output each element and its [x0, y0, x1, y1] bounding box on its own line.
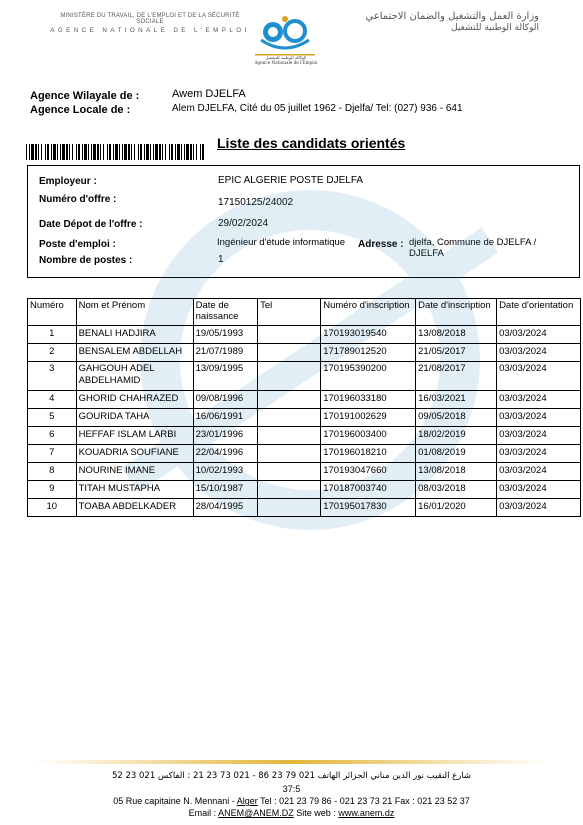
cell-tel — [258, 445, 321, 463]
cell-orientation-date: 03/03/2024 — [497, 445, 581, 463]
col-header-registration-date: Date d'inscription — [416, 299, 497, 326]
cell-name: GAHGOUH ADEL ABDELHAMID — [76, 362, 193, 391]
barcode-bar — [193, 144, 194, 160]
footer-email-link[interactable]: ANEM@ANEM.DZ — [218, 808, 294, 818]
cell-number: 8 — [28, 463, 77, 481]
col-header-birth-date: Date de naissance — [193, 299, 258, 326]
barcode-bar — [134, 144, 135, 160]
cell-birth-date: 10/02/1993 — [193, 463, 258, 481]
table-row — [28, 481, 581, 499]
logo-caption — [246, 55, 326, 65]
cell-registration-number: 171789012520 — [321, 344, 416, 362]
cell-number: 1 — [28, 326, 77, 344]
cell-registration-date: 08/03/2018 — [416, 481, 497, 499]
offer-number-label: Numéro d'offre : — [39, 194, 117, 205]
col-header-orientation-date: Date d'orientation — [497, 299, 581, 326]
barcode-bar — [162, 144, 163, 160]
cell-registration-number: 170193019540 — [321, 326, 416, 344]
cell-name: TITAH MUSTAPHA — [76, 481, 193, 499]
barcode-bar — [100, 144, 101, 160]
barcode-bar — [107, 144, 108, 160]
cell-name: HEFFAF ISLAM LARBI — [76, 427, 193, 445]
cell-number: 10 — [28, 499, 77, 517]
barcode-bar — [66, 144, 68, 160]
barcode-bar — [169, 144, 170, 160]
cell-number: 7 — [28, 445, 77, 463]
cell-birth-date: 19/05/1993 — [193, 326, 258, 344]
barcode-bar — [155, 144, 158, 160]
barcode-bar — [41, 144, 42, 160]
barcode-bar — [181, 144, 182, 160]
barcode-bar — [190, 144, 192, 160]
positions-count-label: Nombre de postes : — [39, 255, 133, 266]
agency-name-fr: AGENCE NATIONALE DE L'EMPLOI — [50, 27, 250, 34]
position-value: Ingénieur d'étude informatique — [217, 237, 346, 248]
barcode-bar — [184, 144, 185, 160]
cell-registration-date: 09/05/2018 — [416, 409, 497, 427]
ministry-name-fr: MINISTÈRE DU TRAVAIL, DE L'EMPLOI ET DE LA SÉCURITÉ SOCIALE — [60, 13, 240, 25]
cell-birth-date: 15/10/1987 — [193, 481, 258, 499]
agency-locale-label: Agence Locale de : — [30, 104, 131, 116]
table-row — [28, 463, 581, 481]
barcode-bar — [186, 144, 189, 160]
ministry-name-ar: وزارة العمل والتشغيل والضمان الاجتماعي — [365, 11, 539, 22]
page-title: Liste des candidats orientés — [217, 135, 406, 151]
barcode-bar — [124, 144, 127, 160]
table-row — [28, 499, 581, 517]
barcode-bar — [175, 144, 176, 160]
footer-email-label: Email : — [188, 808, 219, 818]
table-row — [28, 344, 581, 362]
footer-contacts: Tel : 021 23 79 86 - 021 23 73 21 Fax : 021 23 52 37 — [257, 796, 470, 806]
footer-address — [0, 796, 583, 806]
cell-number: 6 — [28, 427, 77, 445]
cell-orientation-date: 03/03/2024 — [497, 391, 581, 409]
position-label: Poste d'emploi : — [39, 239, 116, 250]
footer-city: Alger — [236, 796, 258, 806]
cell-tel — [258, 463, 321, 481]
barcode-bar — [200, 144, 201, 160]
cell-orientation-date: 03/03/2024 — [497, 463, 581, 481]
cell-tel — [258, 391, 321, 409]
cell-name: TOABA ABDELKADER — [76, 499, 193, 517]
deposit-date-label: Date Dépot de l'offre : — [39, 219, 143, 230]
barcode-bar — [53, 144, 56, 160]
barcode-bar — [51, 144, 52, 160]
barcode-bar — [122, 144, 123, 160]
barcode-bar — [171, 144, 173, 160]
col-header-name: Nom et Prénom — [76, 299, 193, 326]
barcode-bar — [177, 144, 180, 160]
barcode-bar — [159, 144, 161, 160]
cell-registration-number: 170195017830 — [321, 499, 416, 517]
barcode-bar — [131, 144, 132, 160]
col-header-tel: Tel — [258, 299, 321, 326]
cell-name: NOURINE IMANE — [76, 463, 193, 481]
barcode-bar — [88, 144, 89, 160]
agency-wilayale-value: Awem DJELFA — [172, 88, 246, 100]
offer-details-box — [27, 165, 580, 278]
cell-registration-date: 16/03/2021 — [416, 391, 497, 409]
cell-registration-number: 170193047660 — [321, 463, 416, 481]
cell-tel — [258, 344, 321, 362]
cell-number: 2 — [28, 344, 77, 362]
cell-birth-date: 16/06/1991 — [193, 409, 258, 427]
barcode-bar — [109, 144, 111, 160]
barcode-bar — [45, 144, 46, 160]
cell-registration-number: 170191002629 — [321, 409, 416, 427]
barcode-bar — [78, 144, 80, 160]
barcode-bar — [144, 144, 145, 160]
table-header-row — [28, 299, 581, 326]
footer-web-link[interactable]: www.anem.dz — [338, 808, 395, 818]
barcode-bar — [113, 144, 114, 160]
barcode-bar — [196, 144, 197, 160]
table-row — [28, 362, 581, 391]
cell-tel — [258, 481, 321, 499]
table-row — [28, 326, 581, 344]
cell-registration-date: 13/08/2018 — [416, 326, 497, 344]
cell-birth-date: 21/07/1989 — [193, 344, 258, 362]
cell-birth-date: 09/08/1996 — [193, 391, 258, 409]
logo-caption-fr: Agence Nationale de l'Emploi — [254, 60, 318, 65]
barcode-bar — [60, 144, 61, 160]
cell-orientation-date: 03/03/2024 — [497, 427, 581, 445]
employer-label: Employeur : — [39, 176, 97, 187]
address-value-line2: DJELFA — [409, 248, 444, 259]
barcode-bar — [35, 144, 37, 160]
barcode-bar — [103, 144, 104, 160]
offer-number-value: 17150125/24002 — [218, 197, 294, 208]
table-row — [28, 427, 581, 445]
cell-orientation-date: 03/03/2024 — [497, 499, 581, 517]
cell-orientation-date: 03/03/2024 — [497, 481, 581, 499]
table-row — [28, 409, 581, 427]
table-row — [28, 445, 581, 463]
cell-registration-number: 170187003740 — [321, 481, 416, 499]
barcode-bar — [138, 144, 139, 160]
cell-birth-date: 23/01/1996 — [193, 427, 258, 445]
cell-tel — [258, 427, 321, 445]
barcode-bar — [153, 144, 154, 160]
cell-registration-number: 170196018210 — [321, 445, 416, 463]
barcode — [26, 144, 204, 160]
barcode-bar — [31, 144, 34, 160]
positions-count-value: 1 — [218, 254, 224, 265]
barcode-bar — [47, 144, 49, 160]
cell-name: KOUADRIA SOUFIANE — [76, 445, 193, 463]
barcode-bar — [76, 144, 77, 160]
cell-orientation-date: 03/03/2024 — [497, 326, 581, 344]
barcode-bar — [57, 144, 58, 160]
barcode-bar — [165, 144, 166, 160]
cell-orientation-date: 03/03/2024 — [497, 344, 581, 362]
cell-orientation-date: 03/03/2024 — [497, 409, 581, 427]
barcode-bar — [82, 144, 83, 160]
cell-tel — [258, 326, 321, 344]
barcode-bar — [140, 144, 142, 160]
cell-orientation-date: 03/03/2024 — [497, 362, 581, 391]
barcode-bar — [97, 144, 99, 160]
footer-arabic-line: شارع النقيب نور الدين مناني الجزائر الهاتف 021 79 23 86 - 021 73 23 21 : الفاكس 021 23 52 — [111, 771, 472, 781]
cell-number: 5 — [28, 409, 77, 427]
cell-number: 3 — [28, 362, 77, 391]
footer-divider — [35, 758, 547, 766]
cell-number: 9 — [28, 481, 77, 499]
candidates-table — [27, 298, 581, 517]
cell-name: GHORID CHAHRAZED — [76, 391, 193, 409]
barcode-bar — [69, 144, 70, 160]
cell-tel — [258, 409, 321, 427]
cell-name: BENALI HADJIRA — [76, 326, 193, 344]
agency-locale-value: Alem DJELFA, Cité du 05 juillet 1962 - Djelfa/ Tel: (027) 936 - 641 — [172, 103, 463, 114]
barcode-bar — [150, 144, 151, 160]
cell-birth-date: 22/04/1996 — [193, 445, 258, 463]
agency-wilayale-label: Agence Wilayale de : — [30, 90, 140, 102]
footer-address-prefix: 05 Rue capitaine N. Mennani - — [113, 796, 237, 806]
table-row — [28, 391, 581, 409]
barcode-bar — [26, 144, 27, 160]
barcode-bar — [29, 144, 30, 160]
employer-value: EPIC ALGERIE POSTE DJELFA — [218, 175, 364, 186]
barcode-bar — [119, 144, 120, 160]
cell-name: BENSALEM ABDELLAH — [76, 344, 193, 362]
barcode-bar — [62, 144, 65, 160]
barcode-bar — [38, 144, 39, 160]
barcode-bar — [115, 144, 118, 160]
col-header-number: Numéro — [28, 299, 77, 326]
agency-name-ar: الوكالة الوطنية للتشغيل — [451, 23, 539, 33]
barcode-bar — [84, 144, 87, 160]
cell-birth-date: 28/04/1995 — [193, 499, 258, 517]
footer-web — [0, 808, 583, 818]
cell-registration-date: 13/08/2018 — [416, 463, 497, 481]
cell-registration-date: 21/08/2017 — [416, 362, 497, 391]
footer-web-label: Site web : — [293, 808, 339, 818]
ministry-header-fr — [50, 13, 250, 34]
barcode-bar — [72, 144, 73, 160]
barcode-bar — [93, 144, 96, 160]
ministry-header-ar — [349, 11, 539, 33]
cell-registration-number: 170195390200 — [321, 362, 416, 391]
cell-registration-date: 16/01/2020 — [416, 499, 497, 517]
cell-tel — [258, 499, 321, 517]
cell-number: 4 — [28, 391, 77, 409]
deposit-date-value: 29/02/2024 — [218, 218, 269, 229]
cell-birth-date: 13/09/1995 — [193, 362, 258, 391]
cell-registration-date: 18/02/2019 — [416, 427, 497, 445]
address-label: Adresse : — [358, 239, 404, 250]
cell-tel — [258, 362, 321, 391]
barcode-bar — [202, 144, 204, 160]
logo-caption-ar: الوكالة الوطنية للتشغيل — [265, 55, 307, 60]
address-value-line1: djelfa, Commune de DJELFA / — [409, 237, 537, 248]
cell-registration-number: 170196003400 — [321, 427, 416, 445]
cell-name: GOURIDA TAHA — [76, 409, 193, 427]
cell-registration-date: 01/08/2019 — [416, 445, 497, 463]
footer-arabic-line-2: 37:5 — [282, 784, 301, 794]
cell-registration-date: 21/05/2017 — [416, 344, 497, 362]
cell-registration-number: 170196033180 — [321, 391, 416, 409]
barcode-bar — [128, 144, 130, 160]
col-header-registration-number: Numéro d'inscription — [321, 299, 416, 326]
barcode-bar — [146, 144, 149, 160]
barcode-bar — [91, 144, 92, 160]
